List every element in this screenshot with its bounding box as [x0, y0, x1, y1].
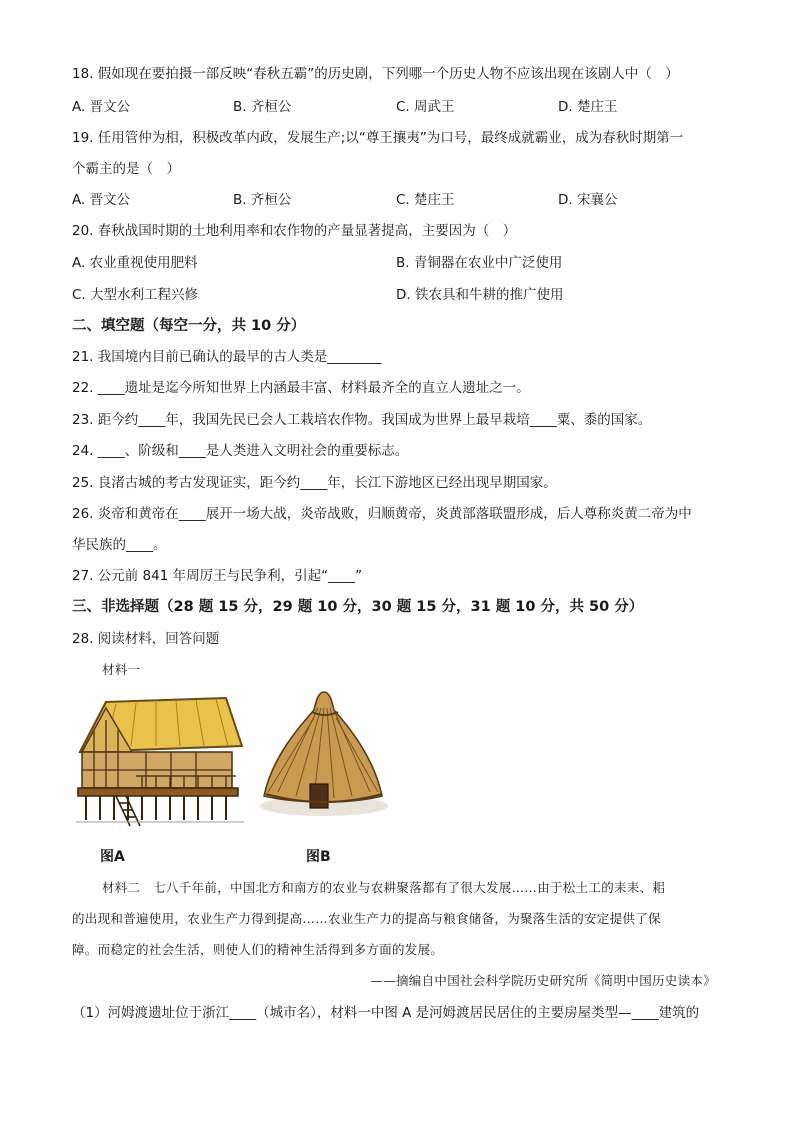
thatched-hut-illustration [258, 688, 390, 826]
material2-line1: 材料二 七八千年前，中国北方和南方的农业与农耕聚落都有了很大发展……由于松土工的耒耒、耜 [102, 880, 666, 895]
material1-label: 材料一 [102, 662, 141, 677]
q23-text: 23. 距今约____年，我国先民已会人工栽培农作物。我国成为世界上最早栽培____粟、黍的国家。 [72, 412, 652, 428]
q20-option-d: D. 铁农具和牛耕的推广使用 [396, 287, 564, 303]
q22-text: 22. ____遗址是迄今所知世界上内涵最丰富、材料最齐全的直立人遗址之一。 [72, 380, 530, 396]
q28-sub1: （1）河姆渡遗址位于浙江____（城市名），材料一中图 A 是河姆渡居民居住的主要房屋类型—____建筑的 [72, 1005, 700, 1021]
q18-stem: 18. 假如现在要拍摄一部反映“春秋五霸”的历史剧，下列哪一个历史人物不应该出现在该剧人中（ ） [72, 66, 679, 82]
q25-text: 25. 良渚古城的考古发现证实，距今约____年，长江下游地区已经出现早期国家。 [72, 475, 557, 491]
material2-source: ——摘编自中国社会科学院历史研究所《简明中国历史读本》 [370, 973, 716, 988]
q20-option-b: B. 青铜器在农业中广泛使用 [396, 255, 563, 271]
section-non-choice-heading: 三、非选择题（28 题 15 分，29 题 10 分，30 题 15 分，31 题 10 分，共 50 分） [72, 599, 644, 615]
q27-text: 27. 公元前 841 年周厉王与民争利，引起“____” [72, 568, 363, 584]
q20-stem: 20. 春秋战国时期的土地利用率和农作物的产量显著提高，主要因为（ ） [72, 223, 517, 239]
section-fill-in-heading: 二、填空题（每空一分，共 10 分） [72, 318, 306, 334]
figure-b-caption: 图B [306, 849, 331, 865]
q28-intro: 28. 阅读材料，回答问题 [72, 631, 220, 647]
figure-a-caption: 图A [100, 849, 125, 865]
q19-stem-line1: 19. 任用管仲为相，积极改革内政，发展生产;以“尊王攘夷”为口号，最终成就霸业，成为春秋时期第一 [72, 130, 684, 146]
stilt-house-illustration [76, 690, 244, 828]
q18-option-a: A. 晋文公 [72, 99, 131, 115]
q26-text-line1: 26. 炎帝和黄帝在____展开一场大战，炎帝战败，归顺黄帝，炎黄部落联盟形成，后人尊称炎黄二帝为中 [72, 506, 692, 522]
q24-text: 24. ____、阶级和____是人类进入文明社会的重要标志。 [72, 443, 409, 459]
q26-text-line2: 华民族的____。 [72, 537, 167, 553]
q20-option-a: A. 农业重视使用肥料 [72, 255, 198, 271]
q19-option-b: B. 齐桓公 [233, 192, 292, 208]
q19-option-d: D. 宋襄公 [558, 192, 618, 208]
q19-stem-line2: 个霸主的是（ ） [72, 161, 180, 177]
material2-line2: 的出现和普遍使用，农业生产力得到提高……农业生产力的提高与粮食储备，为聚落生活的安定提供了保 [72, 911, 661, 926]
material2-line3: 障。而稳定的社会生活，则使人们的精神生活得到多方面的发展。 [72, 942, 444, 957]
q18-option-d: D. 楚庄王 [558, 99, 618, 115]
q18-option-c: C. 周武王 [396, 99, 455, 115]
q20-option-c: C. 大型水利工程兴修 [72, 287, 199, 303]
q18-option-b: B. 齐桓公 [233, 99, 292, 115]
q19-option-a: A. 晋文公 [72, 192, 131, 208]
q21-text: 21. 我国境内目前已确认的最早的古人类是________ [72, 349, 382, 365]
q19-option-c: C. 楚庄王 [396, 192, 455, 208]
